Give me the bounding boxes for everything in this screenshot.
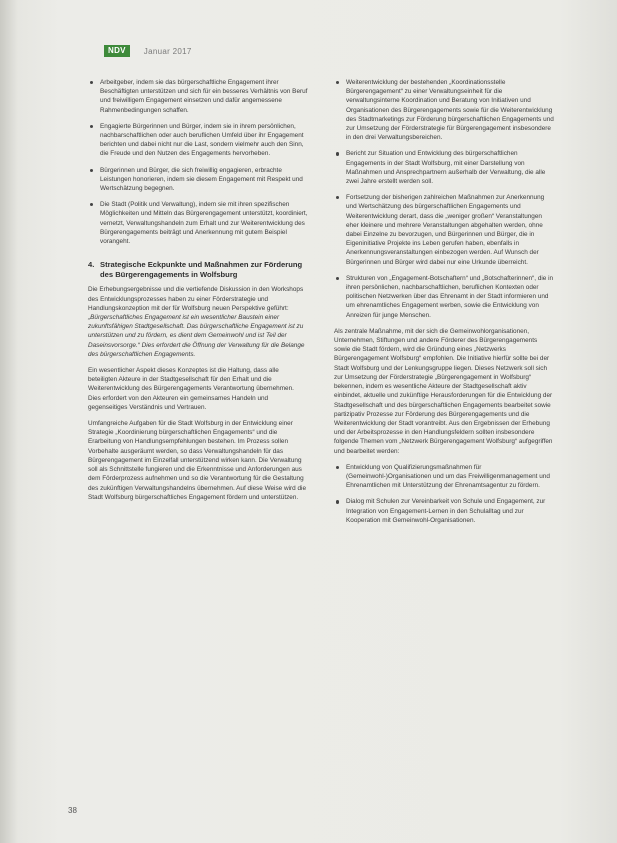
right-bullet-list-bottom <box>334 463 554 525</box>
list-item: Weiterentwicklung der bestehenden „Koordinationsstelle Bürgerengagement“ zu einer Verwaltungseinheit für die verwaltungsinterne Koordination und Beratung von Initiativen und Organisationen des Bürgerengagements sowie für die Weiterentwicklung des Stadtmarketings zur Förderung bürgerschaftlichen Engagements und zur Umsetzung der Förderstrategie für Bürgerengagement insbesondere in den drei Verwaltungsbereichen. <box>334 78 554 142</box>
section-number: 4. <box>88 260 95 270</box>
list-item: Dialog mit Schulen zur Vereinbarkeit von Schule und Engagement, zur Integration von Engagement-Lernen in den Schulalltag und zur Kooperation mit Gemeinwohl-Organisationen. <box>334 497 554 525</box>
list-item: Bericht zur Situation und Entwicklung des bürgerschaftlichen Engagements in der Stadt Wolfsburg, mit einer Darstellung von Maßnahmen und Ansprechpartnern außerhalb der Verwaltung, die alle zwei Jahre erstellt werden soll. <box>334 149 554 186</box>
list-item: Strukturen von „Engagement-Botschaftern“ und „Botschafterinnen“, die in ihren persönlichen, nachbarschaftlichen, beruflichen Kontexten oder politischen Netzwerken über das Ehrenamt in der Stadt informieren und um ehrenamtliches Engagement werben, sowie die Entwicklung von Anreizen für junge Menschen. <box>334 274 554 320</box>
paragraph: Ein wesentlicher Aspekt dieses Konzeptes ist die Haltung, dass alle beteiligten Akteure in der Stadtgesellschaft für den Erhalt und die Weiterentwicklung des Bürgerengagements Verantwortung übernehmen. Dies erfordert von den Akteuren ein gemeinsames Handeln und gegenseitiges Verständnis und Vertrauen. <box>88 367 294 411</box>
paragraph <box>88 285 308 359</box>
list-item: Die Stadt (Politik und Verwaltung), indem sie mit ihren spezifischen Möglichkeiten und Mitteln das Bürgerengagement unterstützt, koordiniert, vernetzt, Verwaltungshandeln zum Erhalt und zur Weiterentwicklung des Bürgerengagements beiträgt und Anerkennung mit gutem Beispiel vorangeht. <box>88 200 308 246</box>
paragraph: Als zentrale Maßnahme, mit der sich die Gemeinwohlorganisationen, Unternehmen, Stiftungen und andere Förderer des Bürgerengagements sowie die Stadt fördern, wird die Gründung eines „Netzwerks Bürgerengagement Wolfsburg“ empfohlen. Die Initiative hierfür sollte bei der Stadt Wolfsburg und der Lenkungsgruppe liegen. Dieses Netzwerk soll sich zur Umsetzung der Förderstrategie „Bürgerengagement in Wolfsburg“ bekennen, indem es wesentliche Akteure der Stadtgesellschaft aktiv einbindet, aktuelle und zukünftige Herausforderungen für die Entwicklung der Stadtgesellschaft und des bürgerschaftlichen Engagements bearbeitet sowie partizipativ Prozesse zur Förderung des Bürgerengagements und die Weiterentwicklung der Stadt vorantreibt. Aus den Ergebnissen der Erhebung und der Arbeitsprozesse in den Handlungsfeldern sollten insbesondere folgende Themen vom „Netzwerk Bürgerengagement Wolfsburg“ aufgegriffen und bearbeitet werden: <box>334 327 553 455</box>
list-item: Arbeitgeber, indem sie das bürgerschaftliche Engagement ihrer Beschäftigten unterstützen und sich für ein besseres Verhältnis von Beruf und freiwilligem Engagement einsetzen und dafür angemessene Rahmenbedingungen schaffen. <box>88 78 308 115</box>
page-header <box>104 44 192 58</box>
left-bullet-list <box>88 78 308 246</box>
list-item: Bürgerinnen und Bürger, die sich freiwillig engagieren, erbrachte Leistungen honorieren, indem sie diesem Engagement mit Respekt und Wertschätzung begegnen. <box>88 166 308 194</box>
right-column <box>334 78 554 532</box>
left-column <box>88 78 308 509</box>
section-heading <box>88 260 308 279</box>
paragraph-text: Die Erhebungsergebnisse und die vertiefende Diskussion in den Workshops des Entwicklungsprozesses haben zu einer Förderstrategie und Handlungskonzeption mit der für Wolfsburg neuen Perspektive geführt: <box>88 286 304 312</box>
list-item: Engagierte Bürgerinnen und Bürger, indem sie in ihrem persönlichen, nachbarschaftlichen oder auch beruflichen Umfeld über ihr Engagement berichten und dabei nicht nur die Last, sondern vielmehr auch den Sinn, die Freude und den Nutzen des Engagements hervorheben. <box>88 122 308 159</box>
list-item: Fortsetzung der bisherigen zahlreichen Maßnahmen zur Anerkennung und Wertschätzung des bürgerschaftlichen Engagements und Weiterentwicklung derart, dass die „weniger großen“ Veranstaltungen eher kleinere und mehrere Veranstaltungen abgehalten werden, ohne dabei Einzelne zu bevorzugen, und Bürgerinnen und Bürger, die in Eigeninitiative Projekte ins Leben gerufen haben, ebenfalls in Anerkennungsveranstaltungen einbezogen werden. Auf Wunsch der Bürgerinnen und Bürger wird dabei nur eine Urkunde überreicht. <box>334 193 554 267</box>
list-item: Entwicklung von Qualifizierungsmaßnahmen für (Gemeinwohl-)Organisationen und um das Freiwilligenmanagement und Ehrenamtlichen mit Unterstützung der Ehrenamtsagentur zu fördern. <box>334 463 554 491</box>
page-number: 38 <box>68 806 77 815</box>
journal-badge: NDV <box>104 45 130 57</box>
section-title: Strategische Eckpunkte und Maßnahmen zur Förderung des Bürgerengagements in Wolfsburg <box>100 260 303 279</box>
paragraph-italic-text: „Bürgerschaftliches Engagement ist ein wesentlicher Baustein einer zukunftsfähigen Stadtgesellschaft. Das bürgerschaftliche Engagement ist zu unterstützen und zu fördern, es dient dem Gemeinwohl und ist Teil der Daseinsvorsorge.“ Dies erfordert die Öffnung der Verwaltung für die Belange des bürgerschaftlichen Engagements. <box>88 314 305 358</box>
paragraph: Umfangreiche Aufgaben für die Stadt Wolfsburg in der Entwicklung einer Strategie „Koordinierung bürgerschaftlichen Engagements“ und die Erarbeitung von Handlungsempfehlungen bestehen. Im Prozess sollen Vorbehalte ausgeräumt werden, so dass Verwaltungshandeln für das Bürgerengagement im Einzelfall unterstützend wirken kann. Die Verwaltung soll als Schnittstelle fungieren und die Erkenntnisse und Anforderungen aus dem Förderprozess aufnehmen und so die Verantwortung für die Gestaltung des zukünftigen Verwaltungshandelns übernehmen. Auf diese Weise wird die Stadt Wolfsburg bürgerschaftliches Engagement fördern und unterstützen. <box>88 420 307 501</box>
right-bullet-list-top <box>334 78 554 320</box>
issue-date: Januar 2017 <box>143 46 192 56</box>
